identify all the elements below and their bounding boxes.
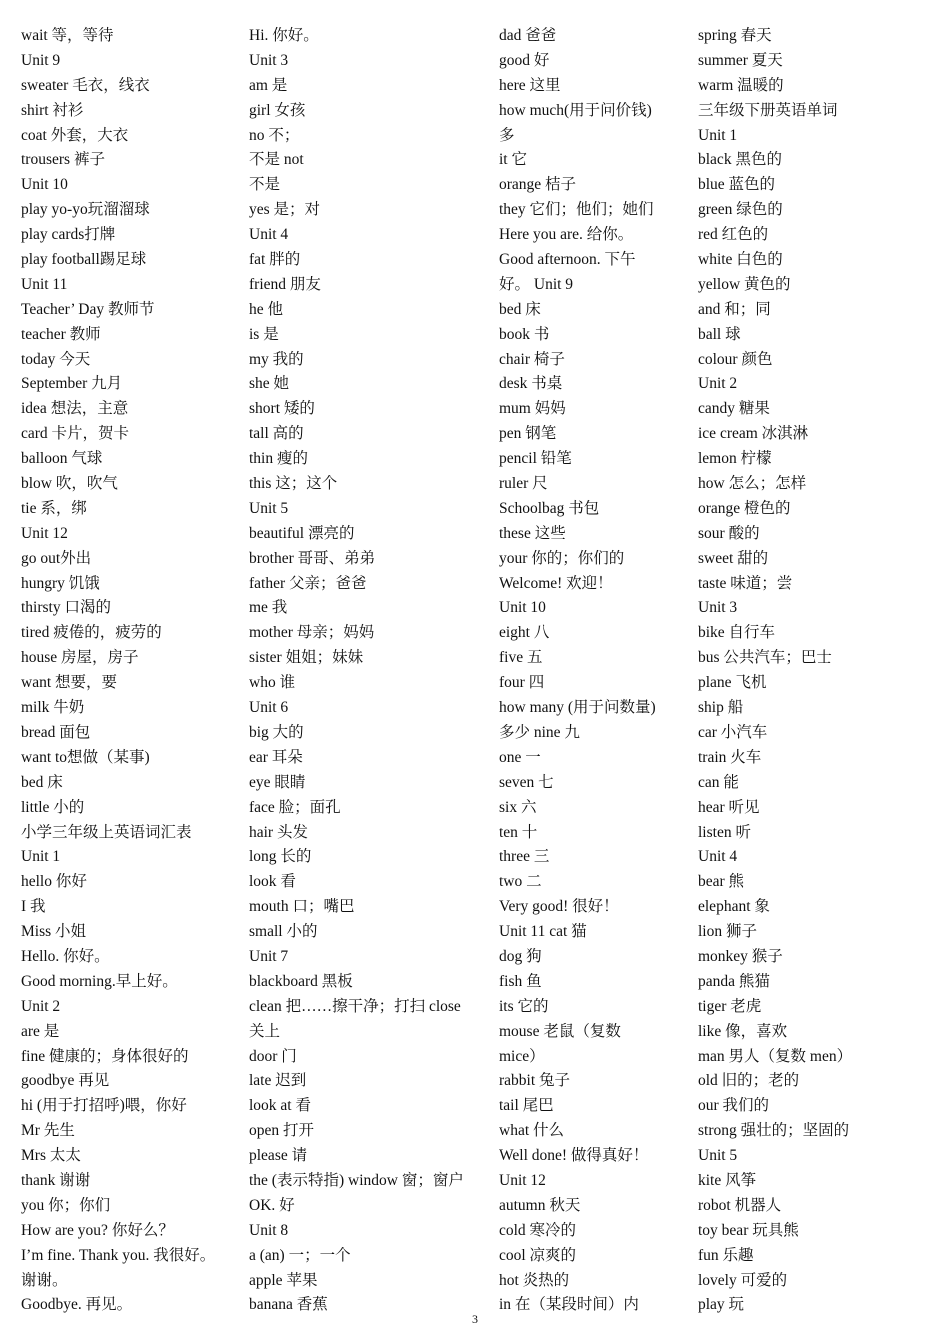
vocab-line: I 我 [21, 898, 46, 916]
vocab-line: pencil 铅笔 [499, 450, 572, 468]
vocab-line: listen 听 [698, 823, 751, 841]
vocab-line: toy bear 玩具熊 [698, 1221, 799, 1239]
vocab-line: no 不； [249, 126, 300, 144]
vocab-line: bear 熊 [698, 873, 745, 891]
vocab-line: its 它的 [499, 997, 549, 1015]
vocab-line: fun 乐趣 [698, 1246, 754, 1264]
vocab-line: two 二 [499, 873, 542, 891]
vocab-line: Unit 10 [499, 599, 546, 617]
vocab-line: what 什么 [499, 1122, 565, 1140]
vocab-line: am 是 [249, 76, 288, 94]
vocab-line: warm 温暖的 [698, 76, 784, 94]
vocab-line: dog 狗 [499, 947, 542, 965]
vocab-line: plane 飞机 [698, 674, 767, 692]
vocab-line: fish 鱼 [499, 972, 542, 990]
vocab-line: colour 颜色 [698, 350, 773, 368]
vocab-line: thank 谢谢 [21, 1171, 91, 1189]
vocab-line: can 能 [698, 773, 739, 791]
vocab-line: autumn 秋天 [499, 1196, 581, 1214]
vocab-line: elephant 象 [698, 898, 770, 916]
vocab-line: cool 凉爽的 [499, 1246, 577, 1264]
vocab-line: old 旧的；老的 [698, 1072, 800, 1090]
vocab-line: blow 吹，吹气 [21, 475, 118, 493]
vocab-line: ball 球 [698, 325, 741, 343]
vocab-line: kite 风筝 [698, 1171, 757, 1189]
vocab-line: sour 酸的 [698, 524, 760, 542]
vocab-line: girl 女孩 [249, 101, 306, 119]
vocab-line: father 父亲；爸爸 [249, 574, 367, 592]
vocab-line: today 今天 [21, 350, 91, 368]
vocab-line: September 九月 [21, 375, 123, 393]
vocab-line: Unit 10 [21, 176, 68, 194]
vocab-line: wait 等，等待 [21, 27, 114, 44]
vocab-line: 三年级下册英语单词 [698, 101, 838, 119]
vocab-line: want 想要，要 [21, 674, 118, 692]
vocab-line: apple 苹果 [249, 1271, 318, 1289]
vocab-line: blue 蓝色的 [698, 176, 776, 194]
vocab-line: Hello. 你好。 [21, 947, 110, 965]
vocab-line: good 好 [499, 51, 550, 69]
vocab-line: hot 炎热的 [499, 1271, 570, 1289]
vocabulary-column-2 [249, 24, 494, 1318]
vocab-line: clean 把……擦干净；打扫 close [249, 997, 461, 1015]
vocab-line: these 这些 [499, 524, 566, 542]
vocab-line: hear 听见 [698, 798, 760, 816]
vocab-line: lion 狮子 [698, 923, 757, 941]
vocab-line: bed 床 [21, 773, 63, 791]
vocab-line: hello 你好 [21, 873, 87, 891]
vocab-line: car 小汽车 [698, 723, 768, 741]
vocab-line: he 他 [249, 300, 284, 318]
vocab-line: big 大的 [249, 723, 304, 741]
vocab-line: Unit 3 [249, 51, 289, 69]
vocab-line: spring 春天 [698, 27, 772, 44]
vocab-line: six 六 [499, 798, 537, 816]
vocab-line: ruler 尺 [499, 475, 548, 493]
vocab-line: how much(用于问价钱) [499, 101, 652, 119]
vocab-line: tired 疲倦的，疲劳的 [21, 624, 162, 642]
vocab-line: seven 七 [499, 773, 554, 791]
vocabulary-column-3 [499, 24, 689, 1318]
vocab-line: face 脸；面孔 [249, 798, 341, 816]
vocab-line: black 黑色的 [698, 151, 782, 169]
vocab-line: Mr 先生 [21, 1122, 75, 1140]
vocab-line: Welcome! 欢迎！ [499, 574, 613, 592]
vocab-line: shirt 衬衫 [21, 101, 84, 119]
vocab-line: fat 胖的 [249, 251, 301, 269]
vocab-line: Unit 4 [249, 226, 289, 244]
vocab-line: Mrs 太太 [21, 1147, 81, 1165]
vocab-line: my 我的 [249, 350, 304, 368]
vocab-line: tail 尾巴 [499, 1097, 554, 1115]
vocab-line: Good morning.早上好。 [21, 972, 178, 990]
vocab-line: desk 书桌 [499, 375, 563, 393]
vocab-line: thirsty 口渴的 [21, 599, 111, 617]
vocab-line: Well done! 做得真好！ [499, 1147, 649, 1165]
vocab-line: Unit 8 [249, 1221, 289, 1239]
vocab-line: look 看 [249, 873, 296, 891]
vocab-line: long 长的 [249, 848, 312, 866]
vocab-line: coat 外套，大衣 [21, 126, 129, 144]
vocab-line: thin 瘦的 [249, 450, 308, 468]
vocab-line: Goodbye. 再见。 [21, 1296, 133, 1314]
vocab-line: Good afternoon. 下午 [499, 251, 636, 269]
vocab-line: Hi. 你好。 [249, 27, 319, 44]
vocab-line: bread 面包 [21, 723, 91, 741]
vocab-line: Unit 7 [249, 947, 289, 965]
vocab-line: sweater 毛衣，线衣 [21, 76, 150, 94]
vocab-line: lemon 柠檬 [698, 450, 772, 468]
vocab-line: red 红色的 [698, 226, 769, 244]
vocab-line: open 打开 [249, 1122, 315, 1140]
vocab-line: a (an) 一；一个 [249, 1246, 351, 1264]
vocab-line: please 请 [249, 1147, 308, 1165]
vocab-line: fine 健康的；身体很好的 [21, 1047, 189, 1065]
vocab-line: your 你的；你们的 [499, 549, 625, 567]
vocab-line: tie 系，绑 [21, 499, 87, 517]
vocab-line: beautiful 漂亮的 [249, 524, 355, 542]
vocab-line: the (表示特指) window 窗；窗户 [249, 1171, 464, 1189]
vocabulary-column-1 [21, 24, 243, 1318]
vocab-line: three 三 [499, 848, 550, 866]
vocab-line: taste 味道；尝 [698, 574, 793, 592]
vocab-line: mum 妈妈 [499, 400, 566, 418]
vocab-line: play cards打牌 [21, 226, 116, 244]
vocab-line: they 它们；他们；她们 [499, 201, 654, 219]
vocab-line: sweet 甜的 [698, 549, 769, 567]
vocab-line: eight 八 [499, 624, 550, 642]
vocab-line: little 小的 [21, 798, 85, 816]
vocab-line: go out外出 [21, 549, 92, 567]
vocab-line: 好。 Unit 9 [499, 275, 574, 293]
vocab-line: green 绿色的 [698, 201, 783, 219]
vocab-line: house 房屋，房子 [21, 649, 139, 667]
vocab-line: monkey 猴子 [698, 947, 783, 965]
vocab-line: cold 寒冷的 [499, 1221, 577, 1239]
vocab-line: Unit 4 [698, 848, 738, 866]
vocab-line: who 谁 [249, 674, 296, 692]
vocab-line: dad 爸爸 [499, 27, 557, 44]
vocab-line: orange 桔子 [499, 176, 577, 194]
vocab-line: want to想做（某事) [21, 748, 150, 766]
vocab-line: ten 十 [499, 823, 538, 841]
vocab-line: 不是 [249, 176, 281, 194]
vocab-line: balloon 气球 [21, 450, 103, 468]
vocab-line: bike 自行车 [698, 624, 776, 642]
vocab-line: rabbit 兔子 [499, 1072, 571, 1090]
vocab-line: look at 看 [249, 1097, 311, 1115]
vocab-line: mouth 口；嘴巴 [249, 898, 355, 916]
vocab-line: Unit 1 [698, 126, 738, 144]
vocab-line: ship 船 [698, 699, 744, 717]
vocab-line: play football踢足球 [21, 251, 147, 269]
vocab-line: Unit 1 [21, 848, 61, 866]
vocab-line: blackboard 黑板 [249, 972, 353, 990]
vocab-line: candy 糖果 [698, 400, 770, 418]
vocab-line: door 门 [249, 1047, 297, 1065]
vocab-line: man 男人（复数 men） [698, 1047, 853, 1065]
vocab-line: play 玩 [698, 1296, 745, 1314]
vocab-line: orange 橙色的 [698, 499, 791, 517]
vocab-line: ear 耳朵 [249, 748, 303, 766]
vocab-line: you 你；你们 [21, 1196, 111, 1214]
vocab-line: mother 母亲；妈妈 [249, 624, 375, 642]
vocab-line: are 是 [21, 1022, 60, 1040]
vocab-line: I’m fine. Thank you. 我很好。 [21, 1246, 216, 1264]
vocab-line: bus 公共汽车；巴士 [698, 649, 832, 667]
vocab-line: brother 哥哥、弟弟 [249, 549, 376, 567]
vocab-line: summer 夏天 [698, 51, 783, 69]
vocab-line: play yo-yo玩溜溜球 [21, 201, 150, 219]
vocab-line: Unit 9 [21, 51, 61, 69]
vocab-line: Unit 3 [698, 599, 738, 617]
vocab-line: goodbye 再见 [21, 1072, 110, 1090]
vocab-line: Unit 11 cat 猫 [499, 923, 587, 941]
vocab-line: four 四 [499, 674, 545, 692]
vocab-line: 谢谢。 [21, 1271, 68, 1289]
vocab-line: Here you are. 给你。 [499, 226, 634, 244]
vocab-line: bed 床 [499, 300, 541, 318]
vocab-line: milk 牛奶 [21, 699, 85, 717]
vocab-line: late 迟到 [249, 1072, 307, 1090]
vocab-line: tiger 老虎 [698, 997, 762, 1015]
vocab-line: and 和；同 [698, 300, 771, 318]
vocab-line: short 矮的 [249, 400, 315, 418]
vocab-line: mouse 老鼠（复数 [499, 1022, 621, 1040]
vocab-line: trousers 裤子 [21, 151, 105, 169]
vocab-line: how 怎么；怎样 [698, 475, 807, 493]
vocab-line: me 我 [249, 599, 288, 617]
vocab-line: this 这；这个 [249, 475, 338, 493]
vocab-line: Schoolbag 书包 [499, 499, 600, 517]
vocab-line: yellow 黄色的 [698, 275, 791, 293]
vocab-line: 关上 [249, 1022, 281, 1040]
vocab-line: Teacher’ Day 教师节 [21, 300, 155, 318]
vocab-line: hungry 饥饿 [21, 574, 100, 592]
vocab-line: Unit 11 [21, 275, 68, 293]
vocab-line: train 火车 [698, 748, 762, 766]
vocab-line: ice cream 冰淇淋 [698, 425, 809, 443]
vocab-line: OK. 好 [249, 1196, 295, 1214]
vocab-line: banana 香蕉 [249, 1296, 328, 1314]
vocab-line: Unit 2 [21, 997, 61, 1015]
vocab-line: tall 高的 [249, 425, 304, 443]
vocab-line: Unit 2 [698, 375, 738, 393]
vocab-line: card 卡片，贺卡 [21, 425, 130, 443]
vocab-line: 多 [499, 126, 515, 144]
vocab-line: our 我们的 [698, 1097, 770, 1115]
vocab-line: Unit 12 [21, 524, 68, 542]
vocab-line: Unit 12 [499, 1171, 546, 1189]
vocab-line: it 它 [499, 151, 527, 169]
vocab-line: teacher 教师 [21, 325, 101, 343]
vocab-line: 多少 nine 九 [499, 723, 580, 741]
vocab-line: hi (用于打招呼)喂，你好 [21, 1097, 187, 1115]
vocab-line: sister 姐姐；妹妹 [249, 649, 364, 667]
vocab-line: friend 朋友 [249, 275, 321, 293]
vocab-line: five 五 [499, 649, 543, 667]
vocab-line: like 像，喜欢 [698, 1022, 788, 1040]
vocab-line: 不是 not [249, 151, 304, 169]
vocab-line: yes 是；对 [249, 201, 321, 219]
vocab-line: book 书 [499, 325, 550, 343]
vocab-line: Unit 6 [249, 699, 289, 717]
vocab-line: pen 钢笔 [499, 425, 557, 443]
vocab-line: small 小的 [249, 923, 318, 941]
vocab-line: here 这里 [499, 76, 561, 94]
vocab-line: 小学三年级上英语词汇表 [21, 823, 192, 841]
vocab-line: chair 椅子 [499, 350, 565, 368]
vocab-line: eye 眼睛 [249, 773, 306, 791]
vocab-line: strong 强壮的；坚固的 [698, 1122, 850, 1140]
page-number: 3 [472, 1312, 478, 1326]
vocab-line: one 一 [499, 748, 541, 766]
vocab-line: panda 熊猫 [698, 972, 770, 990]
vocab-line: Very good! 很好！ [499, 898, 619, 916]
vocab-line: Unit 5 [698, 1147, 738, 1165]
vocab-line: lovely 可爱的 [698, 1271, 788, 1289]
vocab-line: is 是 [249, 325, 279, 343]
vocab-line: in 在（某段时间）内 [499, 1296, 639, 1314]
vocab-line: mice） [499, 1047, 545, 1065]
vocab-line: Unit 5 [249, 499, 289, 517]
vocab-line: white 白色的 [698, 251, 783, 269]
vocab-line: hair 头发 [249, 823, 308, 841]
vocabulary-column-4 [698, 24, 938, 1318]
vocab-line: idea 想法，主意 [21, 400, 129, 418]
vocab-line: she 她 [249, 375, 290, 393]
vocab-line: How are you? 你好么？ [21, 1221, 174, 1239]
vocab-line: Miss 小姐 [21, 923, 87, 941]
vocab-line: robot 机器人 [698, 1196, 782, 1214]
vocab-line: how many (用于问数量) [499, 699, 656, 717]
